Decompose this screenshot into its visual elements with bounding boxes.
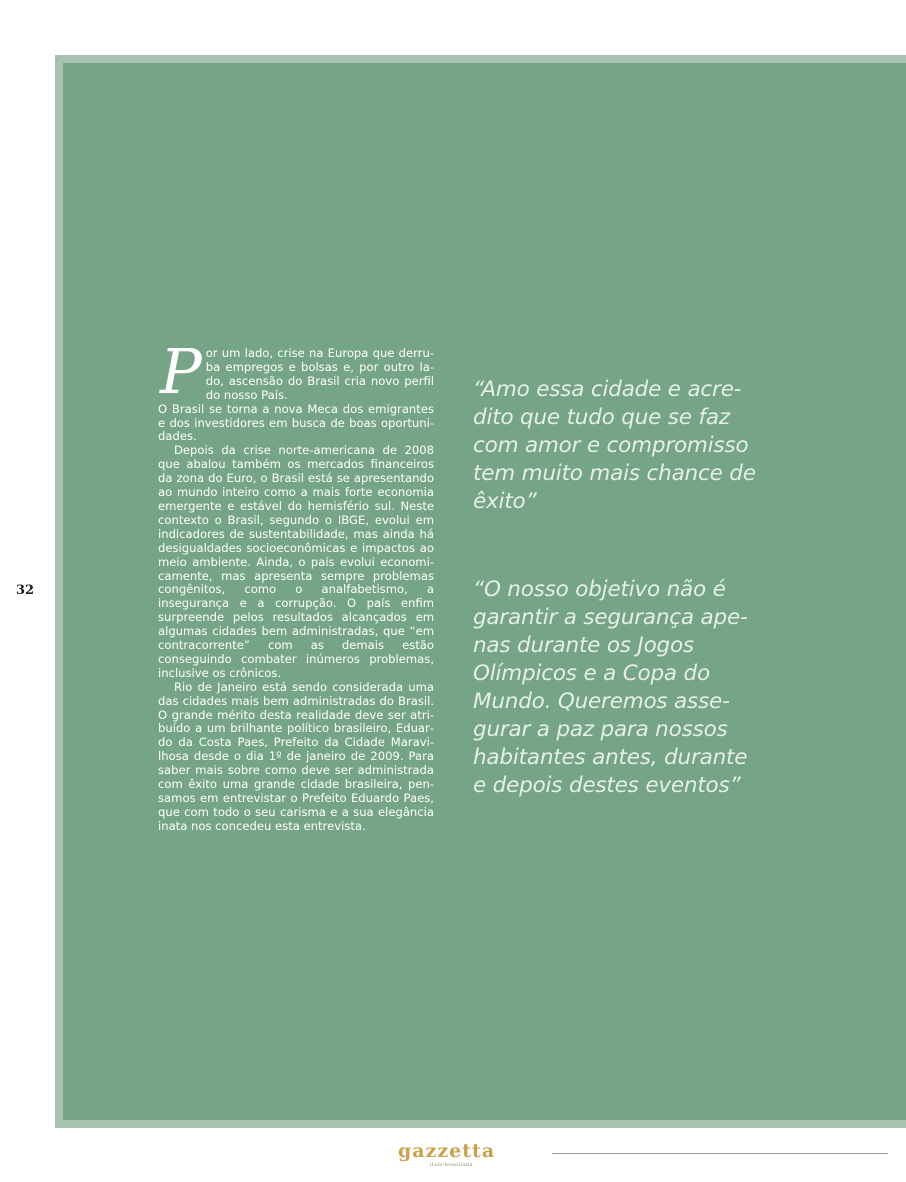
logo-wordmark: gazzetta xyxy=(398,1140,496,1162)
footer-divider xyxy=(552,1153,888,1154)
article-paragraph: Depois da crise norte-americana de 2008 que abalou também os mercados financeiros da zona do Euro, o Brasil está se apresentando ao mundo inteiro como a mais forte economia emergente e estável do hemisfério sul. Neste contexto o Brasil, segundo o IBGE, evolui em indicadores de sustentabilidade, mas ainda há desigualdades socioeconômicas e impactos ao meio ambiente. Ainda, o país evolui economicamente, mas apresenta sempre problemas congênitos, como o analfabetismo, a insegurança e a corrupção. O país enfim surpreende pelos resultados alcançados em algumas cidades bem administradas, que “em contracorrente” com as demais estão conseguindo combater inúmeros problemas, inclusive os crônicos. xyxy=(158,443,434,680)
article-body xyxy=(158,335,434,834)
logo-tagline: italo-brasiliana xyxy=(430,1162,473,1168)
page-number: 32 xyxy=(16,583,35,598)
drop-cap: P xyxy=(160,335,202,408)
gazzetta-logo xyxy=(398,1140,518,1170)
article-paragraph-lead xyxy=(158,335,434,408)
pull-quote-2: “O nosso objetivo não é garantir a segurança apenas durante os Jogos Olímpicos e a Copa do Mundo. Queremos assegurar a paz para nossos habitantes antes, durante e depois destes eventos” xyxy=(473,577,748,798)
article-paragraph: O Brasil se torna a nova Meca dos emigrantes e dos investidores em busca de boas oportunidades. xyxy=(158,401,434,444)
lead-text: or um lado, crise na Europa que derruba empregos e bolsas e, por outro lado, ascensão do Brasil cria novo perfil do nosso País. xyxy=(205,346,434,402)
article-paragraph: Rio de Janeiro está sendo considerada uma das cidades mais bem administradas do Brasil. O grande mérito desta realidade deve ser atribuído a um brilhante político brasileiro, Eduardo da Costa Paes, Prefeito da Cidade Maravilhosa desde o dia 1º de janeiro de 2009. Para saber mais sobre como deve ser administrada com êxito uma grande cidade brasileira, pensamos em entrevistar o Prefeito Eduardo Paes, que com todo o seu carisma e a sua elegância inata nos concedeu esta entrevista. xyxy=(158,679,434,833)
pull-quote-1: “Amo essa cidade e acredito que tudo que se faz com amor e compromisso tem muito mais chance de êxito” xyxy=(473,377,756,514)
